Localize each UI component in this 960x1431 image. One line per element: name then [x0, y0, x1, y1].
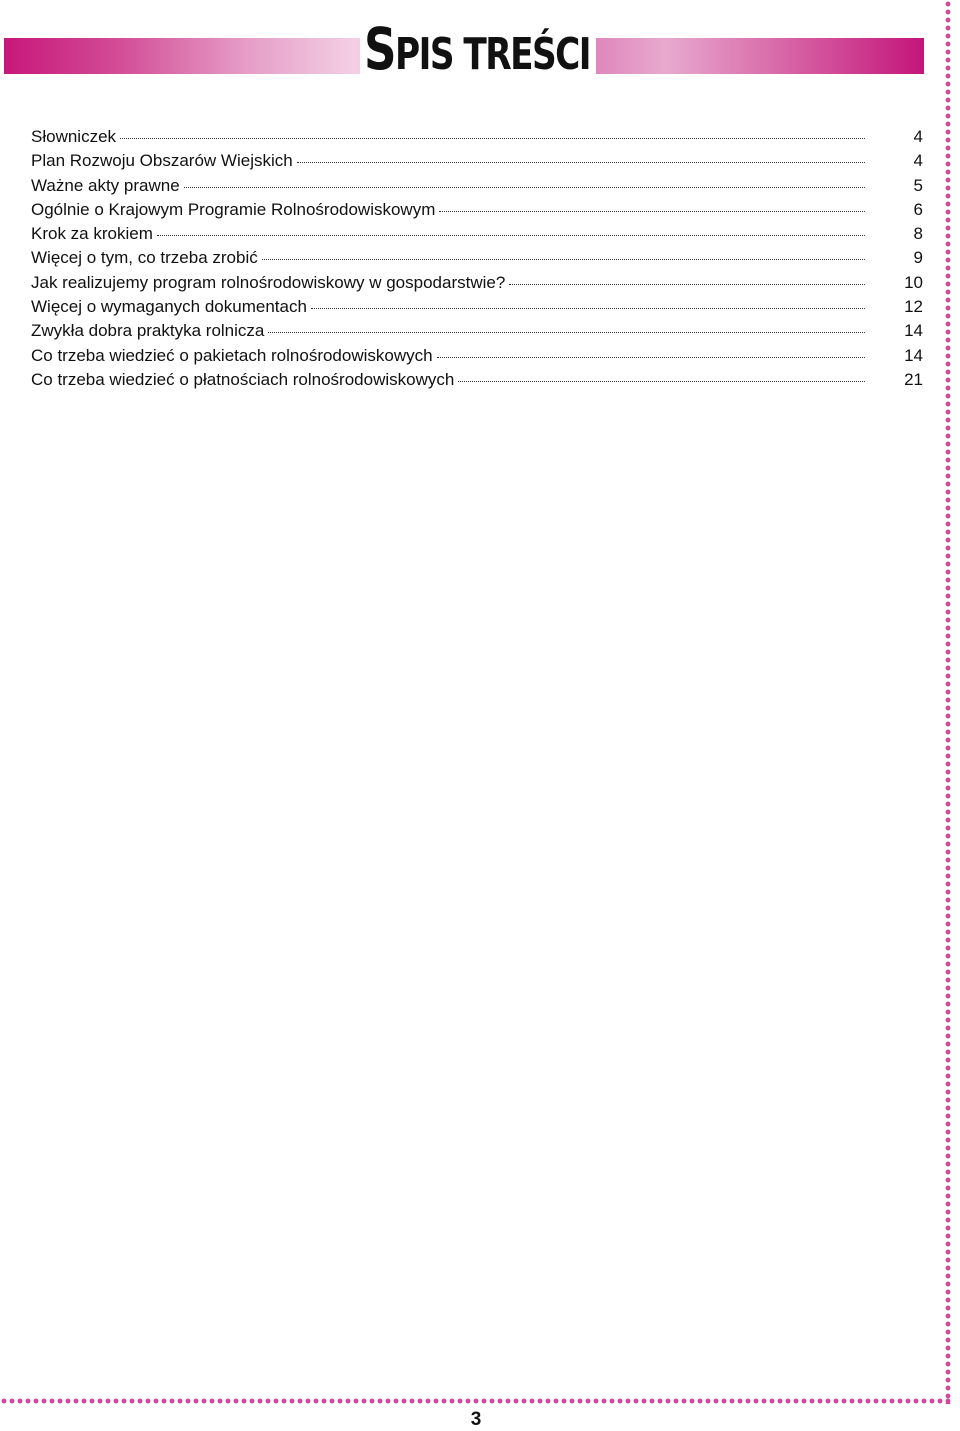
toc-dot-leader [297, 161, 865, 163]
page-title-rest: PIS TREŚCI [395, 29, 590, 80]
toc-entry[interactable] [31, 224, 923, 248]
toc-entry-page: 9 [913, 248, 923, 268]
toc-entry[interactable] [31, 297, 923, 321]
toc-entry[interactable] [31, 176, 923, 200]
toc-entry-title: Ogólnie o Krajowym Programie Rolnośrodowiskowym [31, 199, 436, 219]
toc-entry-title: Zwykła dobra praktyka rolnicza [31, 321, 265, 341]
toc-dot-leader [439, 210, 865, 212]
toc-entry-page: 12 [904, 297, 923, 317]
toc-entry-title: Słowniczek [31, 127, 117, 146]
toc-dot-leader [311, 307, 865, 309]
toc-entry-page: 14 [904, 321, 923, 341]
right-dotted-border [943, 0, 953, 1404]
toc-entry[interactable] [31, 151, 923, 175]
toc-dot-leader [157, 234, 865, 236]
toc-dot-leader [509, 283, 865, 285]
toc-dot-leader [262, 258, 865, 260]
toc-entry-page: 4 [913, 127, 923, 146]
toc-entry[interactable] [31, 273, 923, 297]
toc-dot-leader [268, 331, 865, 333]
page-title [364, 15, 590, 83]
toc-entry-title: Więcej o tym, co trzeba zrobić [31, 248, 258, 268]
toc-entry[interactable] [31, 200, 923, 224]
toc-entry-title: Więcej o wymaganych dokumentach [31, 297, 307, 317]
toc-entry[interactable] [31, 127, 923, 151]
toc-entry-page: 6 [913, 199, 923, 219]
page-title-initial: S [364, 15, 396, 83]
toc-entry-title: Co trzeba wiedzieć o płatnościach rolnośrodowiskowych [31, 369, 455, 389]
table-of-contents [31, 127, 923, 394]
page-number: 3 [470, 1409, 482, 1430]
toc-dot-leader [120, 137, 865, 139]
toc-entry-page: 14 [904, 345, 923, 365]
bottom-dotted-border [0, 1396, 953, 1406]
toc-entry[interactable] [31, 248, 923, 272]
toc-entry[interactable] [31, 321, 923, 345]
toc-entry-page: 4 [913, 151, 923, 171]
toc-entry[interactable] [31, 370, 923, 394]
toc-entry-page: 10 [904, 272, 923, 292]
toc-entry-title: Co trzeba wiedzieć o pakietach rolnośrodowiskowych [31, 345, 433, 365]
toc-entry-page: 21 [904, 369, 923, 389]
toc-entry-title: Jak realizujemy program rolnośrodowiskowy w gospodarstwie? [31, 272, 506, 292]
toc-entry[interactable] [31, 346, 923, 370]
toc-entry-page: 5 [913, 175, 923, 195]
toc-entry-title: Ważne akty prawne [31, 175, 180, 195]
toc-dot-leader [184, 186, 865, 188]
toc-entry-page: 8 [913, 224, 923, 244]
toc-entry-title: Krok za krokiem [31, 224, 153, 244]
toc-dot-leader [437, 356, 865, 358]
toc-entry-title: Plan Rozwoju Obszarów Wiejskich [31, 151, 293, 171]
toc-dot-leader [458, 380, 865, 382]
